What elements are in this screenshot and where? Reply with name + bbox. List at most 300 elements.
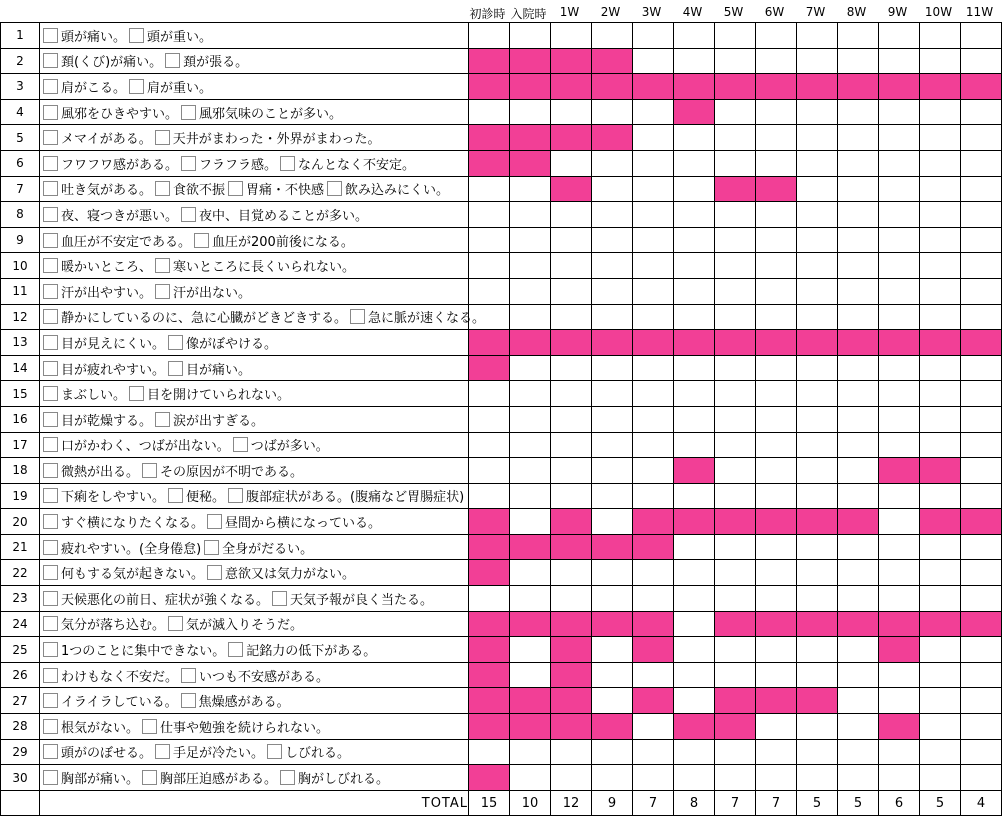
empty-cell[interactable] [715,765,756,791]
marked-cell[interactable] [715,688,756,714]
empty-cell[interactable] [756,714,797,740]
empty-cell[interactable] [838,278,879,304]
empty-cell[interactable] [797,253,838,279]
empty-cell[interactable] [551,304,592,330]
symptom-checkbox[interactable] [181,668,196,683]
empty-cell[interactable] [961,150,1002,176]
empty-cell[interactable] [592,637,633,663]
empty-cell[interactable] [961,176,1002,202]
empty-cell[interactable] [961,304,1002,330]
marked-cell[interactable] [797,611,838,637]
marked-cell[interactable] [469,688,510,714]
empty-cell[interactable] [797,23,838,49]
symptom-checkbox[interactable] [267,744,282,759]
empty-cell[interactable] [838,534,879,560]
empty-cell[interactable] [879,278,920,304]
empty-cell[interactable] [674,688,715,714]
symptom-checkbox[interactable] [43,719,58,734]
marked-cell[interactable] [838,74,879,100]
empty-cell[interactable] [510,765,551,791]
empty-cell[interactable] [961,99,1002,125]
marked-cell[interactable] [592,534,633,560]
empty-cell[interactable] [879,202,920,228]
empty-cell[interactable] [469,176,510,202]
marked-cell[interactable] [715,509,756,535]
symptom-checkbox[interactable] [165,53,180,68]
symptom-checkbox[interactable] [142,770,157,785]
empty-cell[interactable] [879,23,920,49]
empty-cell[interactable] [879,99,920,125]
marked-cell[interactable] [551,509,592,535]
empty-cell[interactable] [674,432,715,458]
symptom-checkbox[interactable] [272,591,287,606]
empty-cell[interactable] [797,714,838,740]
marked-cell[interactable] [469,150,510,176]
symptom-checkbox[interactable] [233,437,248,452]
empty-cell[interactable] [674,176,715,202]
empty-cell[interactable] [756,23,797,49]
empty-cell[interactable] [551,355,592,381]
empty-cell[interactable] [469,406,510,432]
empty-cell[interactable] [756,202,797,228]
symptom-checkbox[interactable] [228,488,243,503]
empty-cell[interactable] [797,458,838,484]
empty-cell[interactable] [879,227,920,253]
empty-cell[interactable] [674,534,715,560]
marked-cell[interactable] [920,509,961,535]
empty-cell[interactable] [551,483,592,509]
empty-cell[interactable] [797,586,838,612]
empty-cell[interactable] [510,202,551,228]
empty-cell[interactable] [551,432,592,458]
marked-cell[interactable] [469,330,510,356]
empty-cell[interactable] [551,560,592,586]
empty-cell[interactable] [551,765,592,791]
symptom-checkbox[interactable] [43,181,58,196]
empty-cell[interactable] [674,611,715,637]
empty-cell[interactable] [715,278,756,304]
empty-cell[interactable] [633,278,674,304]
symptom-checkbox[interactable] [43,156,58,171]
empty-cell[interactable] [920,560,961,586]
empty-cell[interactable] [920,227,961,253]
empty-cell[interactable] [920,355,961,381]
marked-cell[interactable] [961,509,1002,535]
symptom-checkbox[interactable] [43,412,58,427]
empty-cell[interactable] [879,253,920,279]
empty-cell[interactable] [920,586,961,612]
symptom-checkbox[interactable] [327,181,342,196]
marked-cell[interactable] [756,74,797,100]
empty-cell[interactable] [592,99,633,125]
marked-cell[interactable] [920,458,961,484]
empty-cell[interactable] [756,48,797,74]
marked-cell[interactable] [551,48,592,74]
empty-cell[interactable] [838,765,879,791]
empty-cell[interactable] [551,586,592,612]
empty-cell[interactable] [920,304,961,330]
empty-cell[interactable] [469,202,510,228]
marked-cell[interactable] [756,611,797,637]
empty-cell[interactable] [756,483,797,509]
empty-cell[interactable] [879,560,920,586]
empty-cell[interactable] [756,278,797,304]
symptom-checkbox[interactable] [207,514,222,529]
empty-cell[interactable] [756,227,797,253]
symptom-checkbox[interactable] [43,207,58,222]
empty-cell[interactable] [756,560,797,586]
marked-cell[interactable] [469,765,510,791]
empty-cell[interactable] [469,432,510,458]
symptom-checkbox[interactable] [280,156,295,171]
empty-cell[interactable] [838,304,879,330]
empty-cell[interactable] [510,662,551,688]
empty-cell[interactable] [551,202,592,228]
empty-cell[interactable] [715,406,756,432]
empty-cell[interactable] [715,586,756,612]
empty-cell[interactable] [756,150,797,176]
empty-cell[interactable] [920,125,961,151]
empty-cell[interactable] [592,560,633,586]
empty-cell[interactable] [920,176,961,202]
symptom-checkbox[interactable] [43,514,58,529]
empty-cell[interactable] [961,739,1002,765]
marked-cell[interactable] [592,714,633,740]
empty-cell[interactable] [551,253,592,279]
empty-cell[interactable] [920,432,961,458]
empty-cell[interactable] [797,99,838,125]
empty-cell[interactable] [551,150,592,176]
empty-cell[interactable] [551,458,592,484]
empty-cell[interactable] [756,99,797,125]
empty-cell[interactable] [633,202,674,228]
empty-cell[interactable] [674,662,715,688]
empty-cell[interactable] [469,458,510,484]
marked-cell[interactable] [551,688,592,714]
empty-cell[interactable] [920,688,961,714]
marked-cell[interactable] [715,74,756,100]
marked-cell[interactable] [715,176,756,202]
empty-cell[interactable] [633,304,674,330]
empty-cell[interactable] [838,483,879,509]
empty-cell[interactable] [756,739,797,765]
empty-cell[interactable] [592,483,633,509]
empty-cell[interactable] [838,227,879,253]
empty-cell[interactable] [797,560,838,586]
empty-cell[interactable] [510,637,551,663]
empty-cell[interactable] [510,355,551,381]
empty-cell[interactable] [879,688,920,714]
empty-cell[interactable] [592,23,633,49]
empty-cell[interactable] [879,48,920,74]
empty-cell[interactable] [674,406,715,432]
empty-cell[interactable] [633,381,674,407]
empty-cell[interactable] [756,381,797,407]
empty-cell[interactable] [633,406,674,432]
empty-cell[interactable] [920,23,961,49]
symptom-checkbox[interactable] [43,335,58,350]
symptom-checkbox[interactable] [181,693,196,708]
empty-cell[interactable] [674,739,715,765]
empty-cell[interactable] [715,739,756,765]
marked-cell[interactable] [633,330,674,356]
empty-cell[interactable] [838,458,879,484]
empty-cell[interactable] [961,688,1002,714]
empty-cell[interactable] [674,23,715,49]
empty-cell[interactable] [961,534,1002,560]
marked-cell[interactable] [469,74,510,100]
empty-cell[interactable] [756,637,797,663]
marked-cell[interactable] [838,509,879,535]
marked-cell[interactable] [469,48,510,74]
empty-cell[interactable] [715,381,756,407]
empty-cell[interactable] [797,278,838,304]
symptom-checkbox[interactable] [142,719,157,734]
empty-cell[interactable] [715,150,756,176]
empty-cell[interactable] [920,150,961,176]
empty-cell[interactable] [756,406,797,432]
empty-cell[interactable] [715,253,756,279]
symptom-checkbox[interactable] [43,309,58,324]
empty-cell[interactable] [838,432,879,458]
symptom-checkbox[interactable] [350,309,365,324]
empty-cell[interactable] [715,125,756,151]
symptom-checkbox[interactable] [43,668,58,683]
empty-cell[interactable] [879,662,920,688]
empty-cell[interactable] [756,253,797,279]
empty-cell[interactable] [797,48,838,74]
symptom-checkbox[interactable] [43,540,58,555]
symptom-checkbox[interactable] [155,744,170,759]
empty-cell[interactable] [879,125,920,151]
empty-cell[interactable] [879,381,920,407]
empty-cell[interactable] [961,125,1002,151]
symptom-checkbox[interactable] [43,565,58,580]
marked-cell[interactable] [469,509,510,535]
marked-cell[interactable] [838,330,879,356]
empty-cell[interactable] [551,406,592,432]
empty-cell[interactable] [961,637,1002,663]
empty-cell[interactable] [920,253,961,279]
marked-cell[interactable] [469,560,510,586]
marked-cell[interactable] [920,330,961,356]
empty-cell[interactable] [920,99,961,125]
empty-cell[interactable] [633,432,674,458]
empty-cell[interactable] [961,355,1002,381]
empty-cell[interactable] [838,125,879,151]
marked-cell[interactable] [797,330,838,356]
marked-cell[interactable] [592,74,633,100]
empty-cell[interactable] [797,406,838,432]
empty-cell[interactable] [920,48,961,74]
empty-cell[interactable] [633,125,674,151]
empty-cell[interactable] [920,662,961,688]
empty-cell[interactable] [797,125,838,151]
marked-cell[interactable] [797,688,838,714]
symptom-checkbox[interactable] [43,642,58,657]
empty-cell[interactable] [838,560,879,586]
empty-cell[interactable] [633,765,674,791]
marked-cell[interactable] [469,611,510,637]
empty-cell[interactable] [838,202,879,228]
symptom-checkbox[interactable] [43,53,58,68]
empty-cell[interactable] [551,227,592,253]
empty-cell[interactable] [756,304,797,330]
empty-cell[interactable] [797,534,838,560]
symptom-checkbox[interactable] [155,130,170,145]
marked-cell[interactable] [469,534,510,560]
empty-cell[interactable] [961,483,1002,509]
empty-cell[interactable] [674,48,715,74]
empty-cell[interactable] [756,534,797,560]
empty-cell[interactable] [674,125,715,151]
empty-cell[interactable] [838,355,879,381]
marked-cell[interactable] [510,714,551,740]
symptom-checkbox[interactable] [43,488,58,503]
marked-cell[interactable] [756,330,797,356]
empty-cell[interactable] [674,278,715,304]
empty-cell[interactable] [797,637,838,663]
symptom-checkbox[interactable] [207,565,222,580]
empty-cell[interactable] [879,765,920,791]
marked-cell[interactable] [633,534,674,560]
marked-cell[interactable] [879,637,920,663]
empty-cell[interactable] [961,253,1002,279]
symptom-checkbox[interactable] [129,386,144,401]
symptom-checkbox[interactable] [155,181,170,196]
empty-cell[interactable] [715,355,756,381]
empty-cell[interactable] [879,176,920,202]
marked-cell[interactable] [551,176,592,202]
marked-cell[interactable] [633,509,674,535]
empty-cell[interactable] [469,253,510,279]
symptom-checkbox[interactable] [228,181,243,196]
empty-cell[interactable] [510,406,551,432]
empty-cell[interactable] [469,483,510,509]
empty-cell[interactable] [838,253,879,279]
empty-cell[interactable] [633,714,674,740]
marked-cell[interactable] [920,74,961,100]
marked-cell[interactable] [551,637,592,663]
empty-cell[interactable] [756,355,797,381]
empty-cell[interactable] [551,381,592,407]
marked-cell[interactable] [879,611,920,637]
empty-cell[interactable] [879,432,920,458]
marked-cell[interactable] [510,688,551,714]
empty-cell[interactable] [592,509,633,535]
symptom-checkbox[interactable] [168,616,183,631]
empty-cell[interactable] [592,739,633,765]
symptom-checkbox[interactable] [181,105,196,120]
marked-cell[interactable] [879,714,920,740]
marked-cell[interactable] [510,150,551,176]
symptom-checkbox[interactable] [168,335,183,350]
marked-cell[interactable] [879,330,920,356]
empty-cell[interactable] [510,458,551,484]
empty-cell[interactable] [756,586,797,612]
empty-cell[interactable] [920,406,961,432]
empty-cell[interactable] [879,406,920,432]
empty-cell[interactable] [551,23,592,49]
marked-cell[interactable] [551,74,592,100]
empty-cell[interactable] [879,304,920,330]
empty-cell[interactable] [715,458,756,484]
empty-cell[interactable] [674,202,715,228]
empty-cell[interactable] [592,253,633,279]
empty-cell[interactable] [469,99,510,125]
empty-cell[interactable] [674,253,715,279]
marked-cell[interactable] [879,458,920,484]
symptom-checkbox[interactable] [280,770,295,785]
empty-cell[interactable] [510,739,551,765]
empty-cell[interactable] [592,765,633,791]
empty-cell[interactable] [510,381,551,407]
symptom-checkbox[interactable] [43,28,58,43]
empty-cell[interactable] [551,278,592,304]
empty-cell[interactable] [797,432,838,458]
empty-cell[interactable] [879,739,920,765]
symptom-checkbox[interactable] [43,79,58,94]
empty-cell[interactable] [756,458,797,484]
empty-cell[interactable] [674,637,715,663]
empty-cell[interactable] [797,739,838,765]
marked-cell[interactable] [961,330,1002,356]
empty-cell[interactable] [715,534,756,560]
symptom-checkbox[interactable] [129,28,144,43]
marked-cell[interactable] [469,662,510,688]
marked-cell[interactable] [469,125,510,151]
empty-cell[interactable] [961,227,1002,253]
symptom-checkbox[interactable] [43,437,58,452]
marked-cell[interactable] [592,48,633,74]
symptom-checkbox[interactable] [181,156,196,171]
empty-cell[interactable] [838,662,879,688]
empty-cell[interactable] [838,586,879,612]
empty-cell[interactable] [715,304,756,330]
marked-cell[interactable] [510,125,551,151]
empty-cell[interactable] [879,150,920,176]
empty-cell[interactable] [797,765,838,791]
symptom-checkbox[interactable] [168,488,183,503]
marked-cell[interactable] [633,637,674,663]
empty-cell[interactable] [756,662,797,688]
empty-cell[interactable] [920,765,961,791]
empty-cell[interactable] [961,560,1002,586]
marked-cell[interactable] [592,611,633,637]
empty-cell[interactable] [797,355,838,381]
empty-cell[interactable] [879,355,920,381]
empty-cell[interactable] [633,23,674,49]
empty-cell[interactable] [838,714,879,740]
empty-cell[interactable] [838,637,879,663]
empty-cell[interactable] [961,202,1002,228]
empty-cell[interactable] [551,739,592,765]
empty-cell[interactable] [674,765,715,791]
empty-cell[interactable] [961,714,1002,740]
empty-cell[interactable] [592,278,633,304]
empty-cell[interactable] [715,432,756,458]
symptom-checkbox[interactable] [43,130,58,145]
empty-cell[interactable] [674,560,715,586]
empty-cell[interactable] [961,48,1002,74]
empty-cell[interactable] [715,560,756,586]
empty-cell[interactable] [592,202,633,228]
empty-cell[interactable] [838,48,879,74]
empty-cell[interactable] [469,739,510,765]
symptom-checkbox[interactable] [142,463,157,478]
marked-cell[interactable] [633,611,674,637]
empty-cell[interactable] [592,458,633,484]
